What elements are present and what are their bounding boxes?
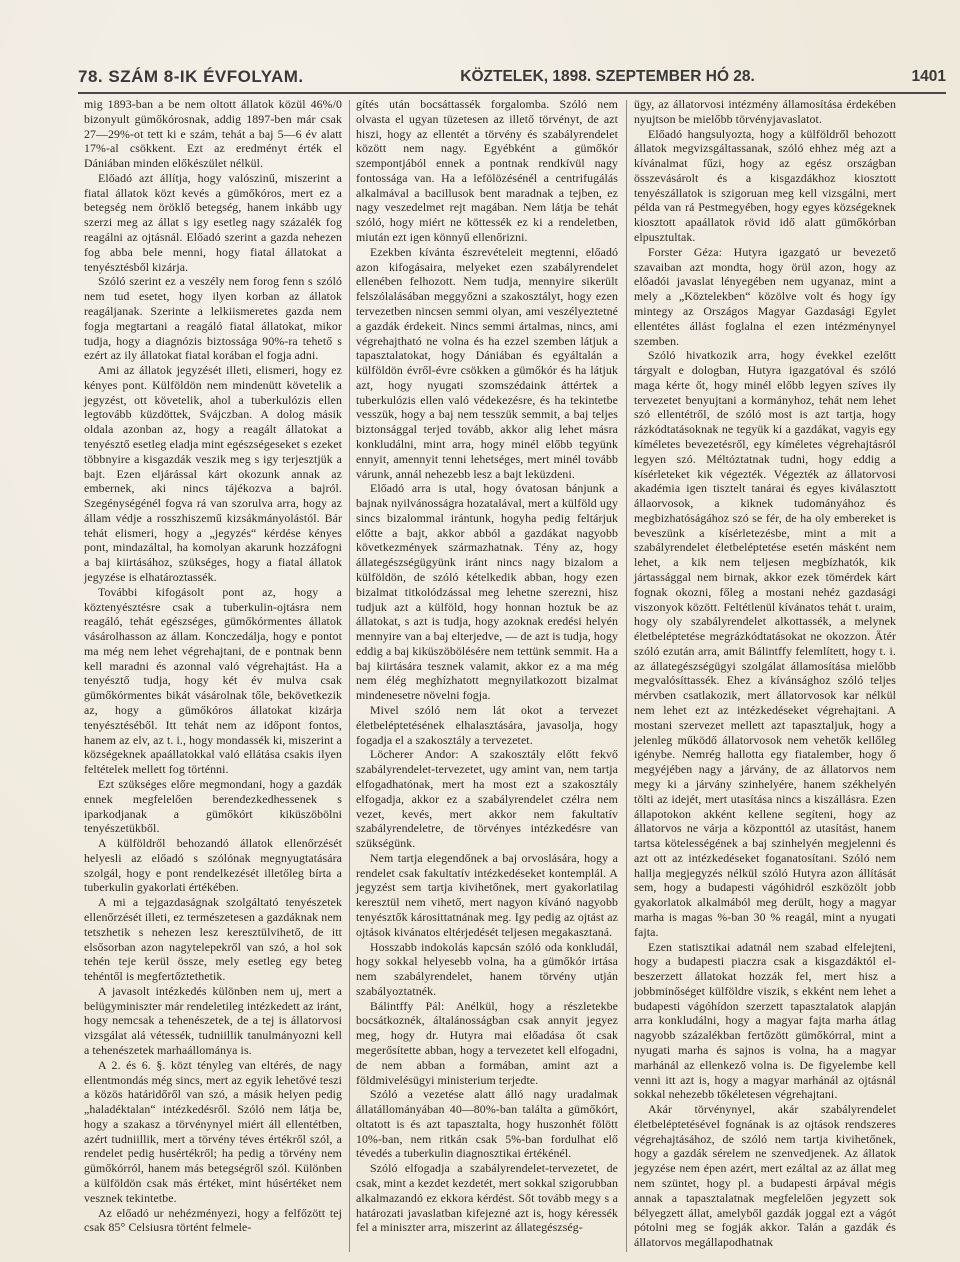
text-column-2	[356, 97, 618, 1235]
paragraph: A külföldről behozandó állatok ellenőrzését helyesli az előadó s szólónak megnyugtatására szolgál, hogy e pont rendelkezését illetőleg bírta a tuberkulin gyakorlati értékében.	[84, 836, 342, 895]
masthead-date: KÖZTELEK, 1898. SZEPTEMBER HÓ 28.	[460, 68, 755, 85]
paragraph: Ezen statisztikai adatnál nem szabad elfelejteni, hogy a budapesti piaczra csak a kisgazdáktól el-beszerzett állatokat hozzák fel, mert hisz a jobbminőséget külföldre viszik, s ekként nem lehet a budapesti vágóhídon szerzett tapasztalatok alapján arra konkludálni, hogy a magyar fajta marha átlag nagyobb százalékban fertőzött gümőkórral, mint a nyugati marha és sajnos is volna, ha a magyar marhánál az ellenkező volna is. De figyelembe kell venni itt azt is, hogy a magyar marhánál az ojtásnál sokkal nehezebb tőkéletesen végrehajtani.	[634, 939, 896, 1102]
paragraph: Ezekben kívánta észrevételeit megtenni, előadó azon kifogásaira, melyeket ezen szabályrendelet ellenében felhozott. Nem tudja, mennyire sikerült felszólalásában meggyőzni a szakosztályt, hogy ezen tervezetben nincsen semmi olyan, ami veszélyeztetné a gazdák érdekeit. Nincs semmi ártalmas, nincs, ami végrehajtható ne volna és ha ezzel szemben látjuk a tapasztalatokat, hogy Dániában és egyáltalán a külföldön évről-évre csökken a gümőkór és ha látjuk azt, hogy nyugati szomszédaink áttértek a tuberkulózis ellen való védekezésre, és ha tekintetbe vesszük, hogy a baj nem tesszük semmit, a baj teljes biztonsággal terjed tovább, akkor alig lehet másra konkludálni, mint arra, hogy minél előbb tegyünk ennyit, amennyit tenni lehetséges, mert minél tovább várunk, annál nehezebb lesz a bajt leküzdeni.	[356, 244, 618, 481]
paragraph: Előadó arra is utal, hogy óvatosan bánjunk a bajnak nyilvánosságra hozatalával, mert a külföld ugy sincs bizalommal irántunk, hogyha pedig feltárjuk előtte a bajt, akkor abból a gazdákat nagyobb következmények származhatnak. Tény az, hogy állategészségügyünk iránt nincs nagy bizalom a külföldön, de szóló kételkedik abban, hogy ezen bizalmat titkolódzással meg lehetne szerezni, hisz tudjuk azt a külföld, hogy honnan hoztuk be az állatokat, s azt is tudja, hogy azoknak eredési helyén mennyire van a baj elterjedve, — de azt is tudja, hogy eddig a baj kiküszöbölésére nem tettünk semmit. Ha a baj kiirtására tesznek valamit, akkor ez a ma még nem élég meghízhatott megnyilatkozott bizalmat mindenesetre növelni fogja.	[356, 481, 618, 703]
page-header	[78, 62, 946, 92]
text-column-3	[634, 97, 896, 1250]
paragraph: Ami az állatok jegyzését illeti, elismeri, hogy ez kényes pont. Külföldön nem mindenütt követelik a jegyzést, ott követelik, ahol a tuberkulózis ellen legtovább küzdöttek, Svájczban. A dolog másik oldala azonban az, hogy a reagált állatokat a tenyésztő esetleg eladja mint egészségeseket s ezeket többnyire a kisgazdák veszik meg s igy terjesztjük a bajt. Ezen eljárással kárt okozunk annak az embernek, aki nincs tájékozva a bajról. Szegénységénél fogva rá van szorulva arra, hogy az állam védje a rosszhiszemű kizsákmányolástól. Bár tehát elismeri, hogy a „jegyzés“ kérdése kényes pont, mindazáltal, ha komolyan akarunk hozzáfogni a baj kiirtásához, szükséges, hogy a fiatal állatok jegyzése is elhatároztassék.	[84, 363, 342, 584]
paragraph: Bálintffy Pál: Anélkül, hogy a részletekbe bocsátkoznék, általánosságban csak annyit jegyez meg, hogy dr. Hutyra mai előadása őt csak megerősítette abban, hogy a tervezetet kell elfogadni, de nem abban a formában, amint azt a földmivelésügyi ministerium terjedte.	[356, 998, 618, 1087]
paragraph: ügy, az állatorvosi intézmény államosítása érdekében nyujtson be mielőbb törvényjavaslatot.	[634, 97, 896, 126]
issue-label: 78. SZÁM 8-IK ÉVFOLYAM.	[78, 67, 304, 86]
column-divider	[626, 100, 627, 1252]
paragraph: Forster Géza: Hutyra igazgató ur bevezető szavaiban azt mondta, hogy örül azon, hogy az előadói javaslat lényegében nem ugyanaz, mint a mely a „Köztelekben“ közölve volt és hogy így mintegy az Országos Magyar Gazdasági Egylet ellentétes állást foglalna el ezen intézménynyel szemben.	[634, 244, 896, 348]
header-rule	[78, 92, 946, 94]
paragraph: A javasolt intézkedés különben nem uj, mert a belügyminiszter már rendeletileg intézkedett az iránt, hogy nemcsak a tehenészetek, de a tej is állatorvosi vizsgálat alá vétessék, tudniillik tanulmányozni kell a tehenészetek marhaállománya is.	[84, 983, 342, 1057]
paragraph: Az előadó ur nehézményezi, hogy a felfőzött tej csak 85° Celsiusra történt felmele-	[84, 1205, 342, 1235]
paragraph: mig 1893-ban a be nem oltott állatok közül 46%/0 bizonyult gümőkórosnak, addig 1897-ben már csak 27—29%-ot tett ki e szám, tehát a baj 5—6 év alatt 17%-al csökkent. Ezt az eredményt érték el Dániában minden előkészület nélkül.	[84, 97, 342, 171]
paragraph: Szóló a vezetése alatt álló nagy uradalmak állatállományában 40—80%-ban találta a gümőkórt, oltatott is és azt tapasztalta, hogy huszonhét fölött 10%-ban, nem ritkán csak 5%-ban fordulhat elő tévedés a tuberkulin diagnosztikai értékénél.	[356, 1087, 618, 1161]
column-divider	[349, 100, 350, 1252]
paragraph: Előadó hangsulyozta, hogy a külföldről behozott állatok megvizsgáltassanak, szóló ehhez még azt a kívánalmat fűzi, hogy az egész országban összevásárolt és a kisgazdákhoz kiosztott tenyészállatok is szigoruan meg kell vizsgálni, mert példa van rá Pestmegyében, hogy egyes községeknek kiosztott apaállatok rövid idő alatt gümőkórban elpusztultak.	[634, 126, 896, 245]
paragraph: Akár törvénynyel, akár szabályrendelet életbeléptetésével fognának is az ojtások rendszeres végrehajtásához, de szóló nem tartja kivihetőnek, hogy a gazdák sérelem ne szenvedjenek. Az állatok jegyzése nem épen azért, mert ezáltal az az állat meg nem szüntet, hogy pl. a budapesti árpával mégis annak a tapasztalatnak megfelelően jegyzett sok bélyegzett állat, amelyből gazdák joggal ezt a vágót pótolni meg se fogják akkor. Talán a gazdák és állatorvos megállapodhatnak	[634, 1102, 896, 1250]
paragraph: Mivel szóló nem lát okot a tervezet életbeléptetésének elhalasztására, javasolja, hogy fogadja el a szakosztály a tervezetet.	[356, 703, 618, 747]
paragraph: A 2. és 6. §. közt tényleg van eltérés, de nagy ellentmondás még sincs, mert az egyik lehetővé teszi a közös határidőről van szó, a másik helyen pedig „haladéktalan“ intézkedésről. Szóló nem látja be, hogy a szakasz a törvénynyel miért áll ellentétben, azért tudniillik, mert a törvény téves értékről szól, a rendelet pedig husértékről; ha pedig a törvény nem gümőkórról, hanem más betegségről szól. Különben a külföldön csak más értéket, mint húsértéket nem vesznek tekintetbe.	[84, 1057, 342, 1205]
paragraph: Szóló elfogadja a szabályrendelet-tervezetet, de csak, mint a kezdet kezdetét, mert sokkal szigorubban alkalmazandó ez ekkora kérdést. Sőt tovább megy s a határozati javaslatban kifejezné azt is, hogy kéressék fel a miniszter arra, miszerint az állategészség-	[356, 1161, 618, 1235]
paragraph: Szóló hivatkozik arra, hogy évekkel ezelőtt tárgyalt e dologban, Hutyra igazgatóval és szóló maga kérte őt, hogy minél előbb legyen szíves ily tervezetet benyujtani a kormányhoz, tehát nem lehet szó ellentétről, de szóló most is azt tartja, hogy rázkódtatásoknak ne tegyük ki a gazdákat, vagyis egy kíméletes bevezetésről, egy kíméletes végrehajtásról legyen szó. Méltóztatnak tudni, hogy eddig a kísérleteket kik végezték. Végezték az állatorvosi akadémia igen tisztelt tanárai és egyes kiválasztott állaorvosok, a kiknek tudományához és megbizhatóságához szó se fér, de ha oly embereket is beveszünk a kísérletezésbe, mint a mit a szabályrendelet életbeléptetése esetén másként nem lehet, a kik nem teljesen megbízhatók, kik jártassággal nem birnak, akkor ezek tömérdek kárt fognak okozni, főleg a mostani nehéz gazdasági viszonyok között. Feltétlenül kívánatos tehát t. uraim, hogy oly szabályrendelet alkottassék, a melynek életbeléptetése megrázkódtatásokat ne okozzon. Ätér szóló ezután arra, amit Bálintffy felemlített, hogy t. i. az állategészségügyi szolgálat államosítása mielőbb megvalósíttassék. Ehez a kívánsághoz szóló teljes mérvben csatlakozik, mert állatorvosok kar nélkül nem lehet ezt az intézkedéseket végrehajtani. A mostani szervezet mellett azt tapasztaljuk, hogy a jelenleg működő állatorvosok nem vehetők kellőleg igénybe. Nemrég hallotta egy fiatalember, hogy ő megyéjében nagy a járvány, de az állatorvos nem megy ki a járvány szinhelyére, hanem székhelyén tölti az idejét, mert utasítása nincs a kiszállásra. Ezen állapotokon akként kellene segíteni, hogy az állatorvos ne várja a központtól az utasítást, hanem tartsa kötelességének a baj szinhelyén megjelenni és azt ott az intézkedéseket foganatosítani. Szóló nem hallja megjegyzés nélkül szóló Hutyra azon állítását sem, hogy a budapesti vágóhidról eszközölt jobb gyakorlatok alkalmából meg derült, hogy a magyar marha is magas %-ban 30 % reagál, mint a nyugati fajta.	[634, 348, 896, 939]
text-column-1	[84, 97, 342, 1235]
paragraph: Nem tartja elegendőnek a baj orvoslására, hogy a rendelet csak fakultatív intézkedéseket kontemplál. A jegyzést sem tartja kivihetőnek, mert gyakorlatilag keresztül nem vihető, mert nagyon kívánó nagyobb tenyésztők károsittatnának meg. Igy pedig az ojtást az ojtások kivánatos eltérjedését teljesen megakasztaná.	[356, 850, 618, 939]
paragraph: További kifogásolt pont az, hogy a köztenyésztésre csak a tuberkulin-ojtásra nem reagáló, tehát egészséges, gümőkórmentes állatok vásárolhasson az állam. Konczedálja, hogy e pontot ma még nem lehet végrehajtani, de e pontnak benn kell maradni és azonnal való végrehajtást. Ha a tenyésztő tudja, hogy két év mulva csak gümőkórmentes bikát vásárolnak tőle, bekövetkezik az, hogy a gümőkóros állatokat kizárja tenyésztéséből. Itt tehát nem az időpont fontos, hanem az elv, az t. i., hogy mondassék ki, miszerint a községeknek apaállatokkal való ellátása csakis ilyen feltételek mellett fog történni.	[84, 584, 342, 777]
page-number: 1401	[911, 68, 946, 85]
paragraph: gítés után bocsáttassék forgalomba. Szóló nem olvasta el ugyan tüzetesen az illető törvényt, de azt hiszi, hogy az ellentét a törvény és szabályrendelet között nem nagy. Egyébként a gümőkór szempontjából ennek a pontnak rendkívül nagy fontossága van. Ha a lefölözésénél a centrifugálás alkalmával a bacillusok bent maradnak a tejben, ez nagy veszedelmet rejt magában. Nem látja be tehát szóló, hogy miért ne köttessék ez ki a rendeletben, miután ezt igen könnyű ellenőrizni.	[356, 97, 618, 245]
paragraph: Löcherer Andor: A szakosztály előtt fekvő szabályrendelet-tervezetet, ugy amint van, nem tartja elfogadhatónak, mert ha most ezt a szakosztály elfogadja, akkor ez a szabályrendelet czélra nem vezet, kevés, mert akkor nem fakultatív szabályrendeletre, de törvényes intézkedésre van szükségünk.	[356, 747, 618, 851]
paragraph: A mi a tejgazdaságnak szolgáltató tenyészetek ellenőrzését illeti, ez természetesen a gazdáknak nem tetszhetik s nehezen lesz keresztülvihető, de itt elsősorban azon nagytelepekről van szó, a hol sok tehén teje kerül össze, mely esetleg egy beteg tehéntől is megfertőztethetik.	[84, 895, 342, 984]
paragraph: Szóló szerint ez a veszély nem forog fenn s szóló nem tud esetet, hogy ilyen korban az állatok reagáljanak. Szerinte a lelkiismeretes gazda nem fogja megtartani a reagáló fiatal állatokat, mikor tudja, hogy a diagnózis biztossága 90%-ra tehető s ezért az ily állatokat fiatal korában el fogja adni.	[84, 274, 342, 363]
paragraph: Ezt szükséges előre megmondani, hogy a gazdák ennek megfelelően berendezkedhessenek s iparkodjanak a gümőkórt kiküszöbölni tenyészetükből.	[84, 776, 342, 836]
paragraph: Hosszabb indokolás kapcsán szóló oda konkludál, hogy sokkal helyesebb volna, ha a gümőkór irtása nem szabályrendelet, hanem törvény utján szabályoztatnék.	[356, 939, 618, 998]
paragraph: Előadó azt állítja, hogy valószinű, miszerint a fiatal állatok közt kevés a gümőkóros, mert ez a betegség nem öröklő betegség, hanem inkább ugy szerzi meg az állat s igy esetleg nagy százalék fog reagálni az ojtásnál. Előadó szerint a gazda nehezen fog abba bele menni, hogy fiatal állatokat a tenyésztésből kizárja.	[84, 170, 342, 274]
